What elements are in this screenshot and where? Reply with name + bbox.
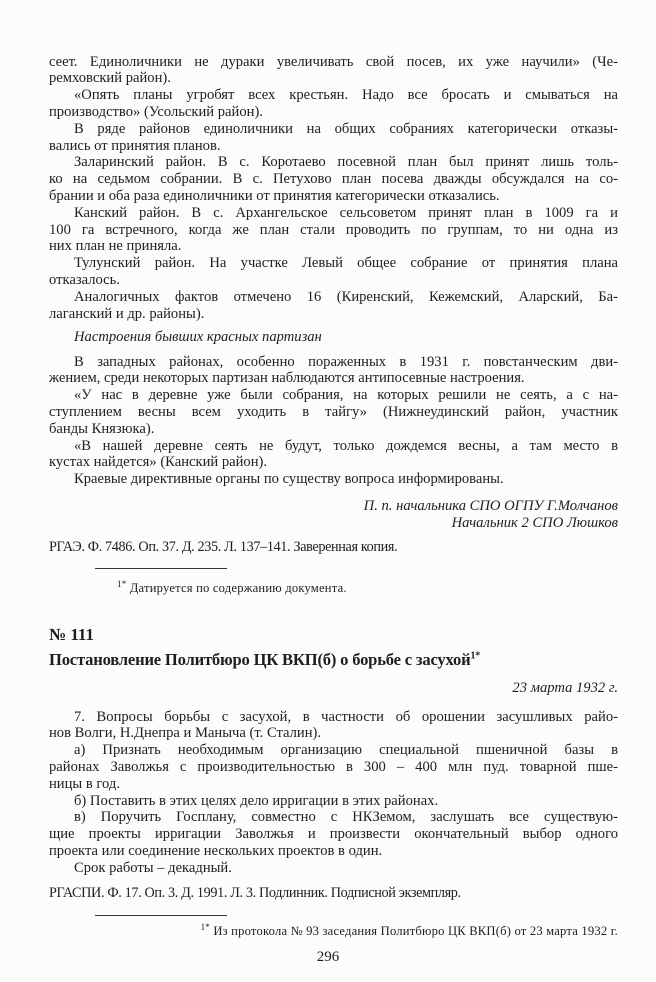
signature-line: Начальник 2 СПО Люшков [451, 514, 618, 531]
text-line: «В нашей деревне сеять не будут, только дождемся весны, а там место в [74, 437, 618, 454]
section-subheading: Настроения бывших красных партизан [74, 329, 322, 345]
text-line: лаганский и др. районы). [49, 305, 205, 322]
paragraph [49, 742, 618, 792]
text-line: ко на седьмом собрании. В с. Петухово план посева дважды обсуждался на со- [49, 171, 618, 188]
text-line: них план не приняла. [49, 238, 182, 255]
text-line: брании и оба раза единоличники от принятия категорически отказались. [49, 187, 500, 204]
paragraph [49, 255, 618, 289]
text-line: «Опять планы угробят всех крестьян. Надо все бросать и смываться на [74, 87, 618, 104]
text-line: проекта или соединение нескольких проектов в один. [49, 842, 383, 859]
text-line: Краевые директивные органы по существу вопроса информированы. [74, 471, 504, 488]
text-line: жением, среди некоторых партизан наблюдаются антипосевные настроения. [49, 370, 525, 387]
text-line: кустах найдется» (Канский район). [49, 454, 268, 471]
footnote-mark: 1* [117, 579, 127, 589]
text-line: Срок работы – декадный. [74, 859, 232, 876]
paragraph [49, 87, 618, 121]
paragraph [49, 205, 618, 255]
text-line: Канский район. В с. Архангельское сельсоветом принят план в 1009 га и [74, 204, 618, 221]
footnote-text: Из протокола № 93 заседания Политбюро ЦК ВКП(б) от 23 марта 1932 г. [213, 924, 618, 939]
text-line: В западных районах, особенно пораженных в 1931 г. повстанческим дви- [74, 353, 618, 370]
text-line: В ряде районов единоличники на общих собраниях категорически отказы- [74, 120, 618, 137]
paragraph [49, 354, 618, 388]
footnote [117, 577, 347, 596]
footnote-divider [95, 568, 227, 569]
signature-line: П. п. начальника СПО ОГПУ Г.Молчанов [363, 498, 618, 514]
paragraph [49, 809, 618, 859]
document-date: 23 марта 1932 г. [512, 680, 618, 696]
paragraph [49, 154, 618, 204]
archive-source: РГАСПИ. Ф. 17. Оп. 3. Д. 1991. Л. 3. Подлинник. Подписной экземпляр. [49, 885, 461, 901]
paragraph [49, 709, 618, 743]
text-line: сеет. Единоличники не дураки увеличивать свой посев, их уже научили» (Че- [49, 53, 618, 70]
upper-text [49, 54, 618, 323]
footnote-text: Датируется по содержанию документа. [129, 581, 347, 596]
footnote-mark: 1* [470, 650, 481, 662]
text-line: производство» (Усольский район). [49, 103, 263, 120]
text-line: отказалось. [49, 271, 120, 288]
paragraph [49, 471, 618, 488]
text-line: банды Князюка). [49, 420, 155, 437]
text-line: Тулунский район. На участке Левый общее собрание от принятия плана [74, 255, 618, 272]
document-title-text: Постановление Политбюро ЦК ВКП(б) о борьбе с засухой [49, 650, 471, 669]
paragraph [49, 54, 618, 88]
text-line: «У нас в деревне уже были собрания, на которых решили не сеять, а с на- [74, 387, 618, 404]
paragraph [49, 793, 618, 810]
text-line: ступлением весны всем уходить в тайгу» (Нижнеудинский район, участник [49, 403, 618, 420]
document-title [49, 650, 480, 670]
text-line: Заларинский район. В с. Коротаево посевной план был принят лишь толь- [74, 154, 618, 171]
footnote-divider [95, 915, 227, 916]
paragraph [49, 289, 618, 323]
partisans-text [49, 354, 618, 488]
text-line: вались от принятия планов. [49, 137, 221, 154]
paragraph [49, 438, 618, 472]
footnote [201, 920, 618, 939]
text-line: в) Поручить Госплану, совместно с НКЗемом, заслушать все существую- [74, 809, 618, 826]
document-body [49, 709, 618, 877]
footnote-mark: 1* [200, 922, 210, 932]
text-line: а) Признать необходимым организацию специальной пшеничной базы в [74, 742, 618, 759]
signature [364, 498, 618, 532]
paragraph [49, 121, 618, 155]
text-line: нов Волги, Н.Днепра и Маныча (т. Сталин). [49, 725, 322, 742]
page-number: 296 [316, 949, 340, 965]
paragraph [49, 860, 618, 877]
text-line: районах Заволжья с производительностью в 300 – 400 млн пуд. товарной пше- [49, 758, 618, 775]
text-line: щие проекты ирригации Заволжья и произвести окончательный выбор одного [49, 826, 618, 843]
document-number: № 111 [49, 625, 94, 644]
paragraph [49, 387, 618, 437]
archive-source: РГАЭ. Ф. 7486. Оп. 37. Д. 235. Л. 137–141. Заверенная копия. [49, 539, 398, 555]
text-line: ремховский район). [49, 70, 171, 87]
text-line: Аналогичных фактов отмечено 16 (Киренский, Кежемский, Аларский, Ба- [74, 288, 618, 305]
text-line: 7. Вопросы борьбы с засухой, в частности об орошении засушливых райо- [74, 708, 618, 725]
text-line: ницы в год. [49, 775, 120, 792]
text-line: б) Поставить в этих целях дело ирригации в этих районах. [74, 792, 439, 809]
text-line: 100 га встречного, когда же план стали проводить по группам, то ни одна из [49, 221, 618, 238]
